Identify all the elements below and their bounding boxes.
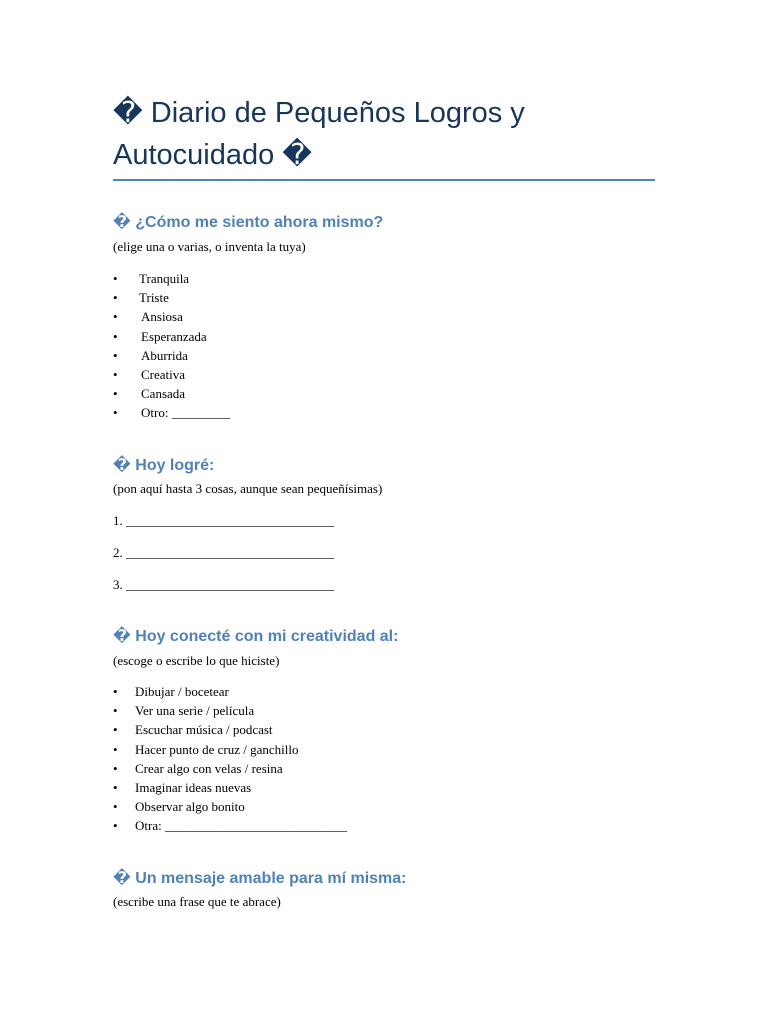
creativity-list bbox=[113, 682, 513, 836]
message-heading: � Un mensaje amable para mí misma: bbox=[113, 870, 407, 887]
bullet-icon: • bbox=[113, 309, 118, 325]
bullet-icon: • bbox=[113, 347, 118, 363]
list-item-label: Cansada bbox=[141, 386, 186, 402]
bullet-icon: • bbox=[113, 290, 118, 306]
list-item-label: Crear algo con velas / resina bbox=[135, 760, 283, 776]
list-item[interactable] bbox=[113, 701, 513, 720]
list-item-label: Hacer punto de cruz / ganchillo bbox=[135, 741, 299, 757]
list-item[interactable] bbox=[113, 269, 513, 288]
list-item[interactable] bbox=[113, 720, 513, 739]
list-item[interactable] bbox=[113, 384, 513, 403]
list-item[interactable] bbox=[113, 816, 513, 835]
list-item[interactable] bbox=[113, 682, 513, 701]
bullet-icon: • bbox=[113, 760, 118, 776]
bullet-icon: • bbox=[113, 703, 118, 719]
achievement-line-3[interactable]: 3. ________________________________ bbox=[113, 577, 334, 592]
list-item-label: Tranquila bbox=[139, 271, 190, 286]
list-item-label: Imaginar ideas nuevas bbox=[135, 779, 252, 795]
bullet-icon: • bbox=[113, 722, 118, 738]
bullet-icon: • bbox=[113, 799, 118, 815]
list-item-label: Otra: ____________________________ bbox=[135, 818, 347, 834]
list-item[interactable] bbox=[113, 759, 513, 778]
achievements-heading: � Hoy logré: bbox=[113, 457, 215, 474]
list-item[interactable] bbox=[113, 288, 513, 307]
list-item-label: Observar algo bonito bbox=[135, 799, 245, 815]
bullet-icon: • bbox=[113, 366, 118, 382]
achievements-hint: (pon aquí hasta 3 cosas, aunque sean pequeñísimas) bbox=[113, 481, 383, 496]
list-item[interactable] bbox=[113, 327, 513, 346]
list-item-label: Ver una serie / película bbox=[135, 703, 255, 719]
list-item-label: Aburrida bbox=[141, 347, 188, 363]
achievement-line-1[interactable]: 1. ________________________________ bbox=[113, 513, 334, 528]
bullet-icon: • bbox=[113, 271, 118, 286]
bullet-icon: • bbox=[113, 741, 118, 757]
achievement-line-2[interactable]: 2. ________________________________ bbox=[113, 545, 334, 560]
list-item-label: Triste bbox=[139, 290, 169, 306]
list-item-label: Dibujar / bocetear bbox=[135, 684, 229, 699]
feeling-heading: � ¿Cómo me siento ahora mismo? bbox=[113, 214, 384, 231]
list-item[interactable] bbox=[113, 797, 513, 816]
list-item[interactable] bbox=[113, 346, 513, 365]
creativity-hint: (escoge o escribe lo que hiciste) bbox=[113, 653, 280, 668]
list-item[interactable] bbox=[113, 307, 513, 326]
list-item-label: Escuchar música / podcast bbox=[135, 722, 273, 738]
bullet-icon: • bbox=[113, 405, 118, 421]
list-item-label: Ansiosa bbox=[141, 309, 183, 325]
bullet-icon: • bbox=[113, 684, 118, 699]
bullet-icon: • bbox=[113, 328, 118, 344]
list-item-label: Creativa bbox=[141, 366, 186, 382]
message-hint: (escribe una frase que te abrace) bbox=[113, 894, 281, 909]
list-item[interactable] bbox=[113, 365, 513, 384]
list-item[interactable] bbox=[113, 778, 513, 797]
title-divider bbox=[113, 179, 655, 181]
bullet-icon: • bbox=[113, 386, 118, 402]
document-title: � Diario de Pequeños Logros y Autocuidado � bbox=[113, 97, 525, 171]
feeling-list bbox=[113, 269, 513, 423]
creativity-heading: � Hoy conecté con mi creatividad al: bbox=[113, 628, 399, 645]
list-item[interactable] bbox=[113, 740, 513, 759]
list-item[interactable] bbox=[113, 403, 513, 422]
bullet-icon: • bbox=[113, 779, 118, 795]
list-item-label: Esperanzada bbox=[141, 328, 207, 344]
list-item-label: Otro: _________ bbox=[141, 405, 231, 421]
feeling-hint: (elige una o varias, o inventa la tuya) bbox=[113, 239, 306, 254]
bullet-icon: • bbox=[113, 818, 118, 834]
